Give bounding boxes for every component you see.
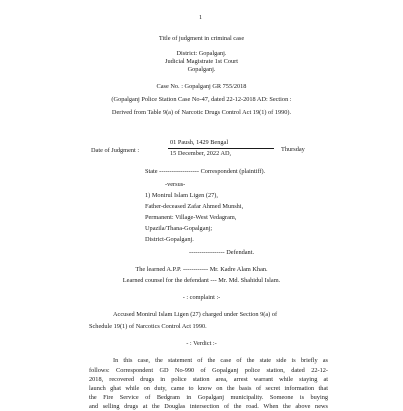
accused-permanent-address: Permanent: Village-West Vedagram,	[145, 214, 237, 221]
complaint-line-1: Accused Monirul Islam Ligen (27) charged under Section 9(a) of	[113, 311, 278, 318]
verdict-line: the Fire Service of Bedgram in Gopalganj municipality. Someone is buying	[89, 394, 328, 401]
complaint-line-2: Schedule 19(1) of Narcotics Control Act 1990.	[89, 323, 207, 330]
page-number: 1	[199, 14, 203, 21]
defence-counsel-line: Learned counsel for the defendant --- Mr. Md. Shahidul Islam.	[122, 277, 281, 284]
court-line: Judicial Magistrate 1st Court	[165, 58, 238, 65]
accused-father: Father-deceased Zafar Ahmed Munshi,	[145, 203, 244, 210]
verdict-line: 2018, recovered drugs in police station area, arrest warrant while staying at	[89, 376, 328, 383]
accused-upazila: Upazila/Thana-Gopalganj;	[145, 225, 213, 232]
judgment-date-label: Date of Judgment :	[91, 147, 140, 154]
verdict-line: follows: Correspondent GD No-990 of Gopalganj police station, dated 22-12-	[89, 367, 328, 374]
state-party-line: State ------------------- Correspondent (plaintiff).	[145, 168, 266, 175]
verdict-line: and selling drugs at the Douglas intersection of the road. When the above news	[89, 403, 328, 410]
case-number: Case No. : Gopalganj GR 755/2018	[156, 83, 247, 90]
document-title: Title of judgment in criminal case	[158, 35, 245, 42]
app-counsel-line: The learned A.P.P. ------------ Mr. Kadre Alam Khan.	[135, 266, 268, 273]
versus-line: -versus-	[165, 181, 186, 188]
accused-name: 1) Monirul Islam Ligen (27),	[145, 192, 218, 199]
complaint-heading: - : complaint :-	[182, 294, 221, 301]
police-case-line-1: (Gopalganj Police Station Case No-47, dated 22-12-2018 AD: Section :	[111, 96, 292, 103]
accused-district: District-Gopalganj.	[145, 236, 194, 243]
date-divider	[168, 148, 274, 149]
weekday: Thursday	[281, 146, 305, 153]
english-date: 15 December, 2022 AD,	[170, 150, 232, 157]
police-case-line-2: Derived from Table 9(a) of Narcotic Drugs Control Act 19(1) of 1990).	[111, 109, 292, 116]
verdict-line: launch ghat while on duty, came to know on the basis of secret information that	[89, 385, 328, 392]
verdict-line: In this case, the statement of the case of the state side is briefly as	[113, 357, 328, 364]
bengali-date: 01 Paush, 1429 Bengal	[170, 139, 229, 146]
verdict-heading: - : Verdict :-	[186, 340, 217, 347]
district-line: District: Gopalganj.	[176, 50, 227, 57]
court-location-line: Gopalganj.	[187, 66, 216, 73]
defendant-line: ----------------- Defendant.	[189, 249, 255, 256]
